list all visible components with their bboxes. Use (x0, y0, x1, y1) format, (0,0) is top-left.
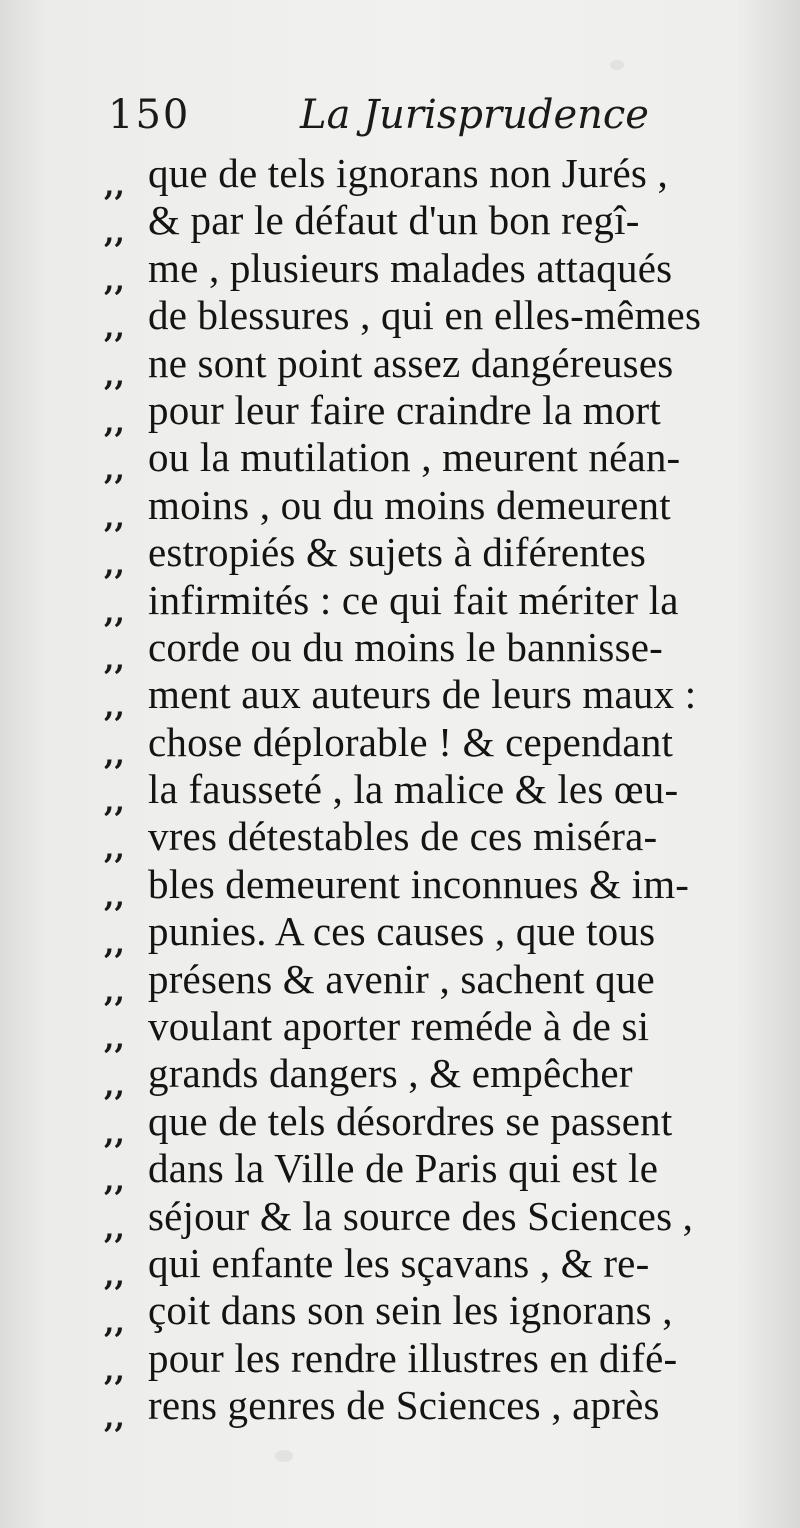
quotation-mark: ,, (104, 784, 125, 820)
text-line (104, 766, 744, 820)
line-text: infirmités : ce qui fait mériter la (148, 576, 679, 623)
text-line (104, 1097, 744, 1151)
text-line (104, 955, 744, 1009)
quotation-mark: ,, (104, 736, 125, 772)
line-text: bles demeurent inconnues & im- (148, 860, 690, 907)
quotation-mark: ,, (104, 1257, 125, 1293)
quotation-mark: ,, (104, 215, 125, 251)
line-text: que de tels désordres se passent (148, 1097, 673, 1144)
line-text: ou la mutilation , meurent néan- (148, 434, 681, 481)
quotation-mark: ,, (104, 926, 125, 962)
quotation-mark: ,, (104, 452, 125, 488)
paper-stain (275, 1450, 293, 1462)
text-line (104, 292, 744, 346)
line-text: moins , ou du moins demeurent (148, 481, 671, 528)
quotation-mark: ,, (104, 641, 125, 677)
text-line (104, 434, 744, 488)
line-text: me , plusieurs malades attaqués (148, 244, 673, 291)
quotation-mark: ,, (104, 168, 125, 203)
quotation-mark: ,, (104, 689, 125, 725)
text-line (104, 623, 744, 677)
text-line (104, 1003, 744, 1057)
line-text: vres détestables de ces miséra- (148, 813, 658, 860)
quotation-mark: ,, (104, 357, 125, 393)
text-line (104, 197, 744, 251)
line-text: voulant aporter reméde à de si (148, 1003, 650, 1050)
line-text: çoit dans son sein les ignorans , (148, 1287, 673, 1334)
page-header (108, 92, 728, 144)
line-text: pour leur faire craindre la mort (148, 386, 661, 433)
text-line (104, 481, 744, 535)
quotation-mark: ,, (104, 262, 125, 298)
line-text: dans la Ville de Paris qui est le (148, 1145, 659, 1192)
line-text: rens genres de Sciences , après (148, 1382, 660, 1429)
line-text: présens & avenir , sachent que (148, 955, 655, 1002)
text-line (104, 150, 744, 203)
text-line (104, 1192, 744, 1246)
quotation-mark: ,, (104, 878, 125, 914)
line-text: séjour & la source des Sciences , (148, 1192, 694, 1239)
line-text: ne sont point assez dangéreuses (148, 339, 674, 386)
text-line (104, 529, 744, 583)
quotation-mark: ,, (104, 1352, 125, 1388)
text-line (104, 386, 744, 440)
line-text: estropiés & sujets à diférentes (148, 529, 647, 576)
text-line (104, 1382, 744, 1436)
line-text: ment aux auteurs de leurs maux : (148, 671, 697, 718)
line-text: que de tels ignorans non Jurés , (148, 150, 668, 196)
quotation-mark: ,, (104, 594, 125, 630)
quotation-mark: ,, (104, 404, 125, 440)
page-number: 150 (108, 92, 191, 138)
text-line (104, 860, 744, 914)
quotation-mark: ,, (104, 547, 125, 583)
paper-stain (610, 60, 624, 70)
text-line (104, 718, 744, 772)
quotation-mark: ,, (104, 1068, 125, 1104)
text-line (104, 1050, 744, 1104)
quotation-mark: ,, (104, 310, 125, 346)
quotation-mark: ,, (104, 1400, 125, 1436)
line-text: punies. A ces causes , que tous (148, 908, 656, 955)
quotation-mark: ,, (104, 499, 125, 535)
text-line (104, 813, 744, 867)
line-text: pour les rendre illustres en difé- (148, 1334, 678, 1381)
quotation-mark: ,, (104, 1305, 125, 1341)
text-line (104, 1334, 744, 1388)
text-line (104, 576, 744, 630)
quotation-mark: ,, (104, 1210, 125, 1246)
running-title: La Jurisprudence (300, 92, 649, 138)
quotation-mark: ,, (104, 1021, 125, 1057)
text-line (104, 1239, 744, 1293)
text-line (104, 671, 744, 725)
line-text: qui enfante les sçavans , & re- (148, 1239, 650, 1286)
quotation-mark: ,, (104, 831, 125, 867)
line-text: corde ou du moins le bannisse- (148, 623, 663, 670)
quotation-mark: ,, (104, 1163, 125, 1199)
text-line (104, 908, 744, 962)
text-line (104, 339, 744, 393)
line-text: de blessures , qui en elles-mêmes (148, 292, 702, 339)
quotation-mark: ,, (104, 973, 125, 1009)
text-line (104, 1145, 744, 1199)
text-line (104, 1287, 744, 1341)
text-line (104, 244, 744, 298)
line-text: grands dangers , & empêcher (148, 1050, 633, 1097)
line-text: la fausseté , la malice & les œu- (148, 766, 679, 813)
line-text: & par le défaut d'un bon regî- (148, 197, 640, 244)
body-text (104, 150, 744, 1436)
line-text: chose déplorable ! & cependant (148, 718, 674, 765)
quotation-mark: ,, (104, 1115, 125, 1151)
